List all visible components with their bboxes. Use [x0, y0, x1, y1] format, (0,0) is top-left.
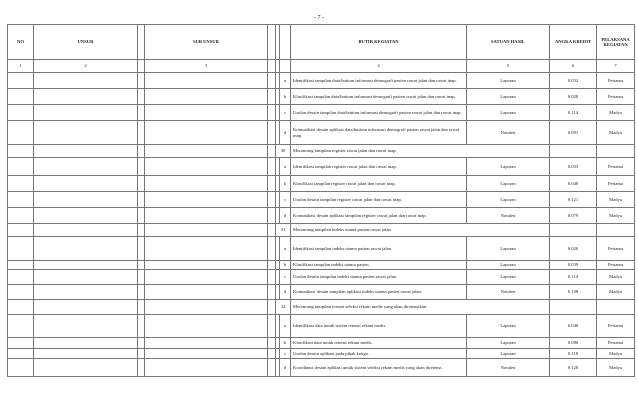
item-pelaksana: Pertama — [597, 89, 635, 105]
activity-item-row — [8, 261, 635, 270]
cell-spacer — [138, 359, 145, 377]
header-angka-kredit: ANGKA KREDIT — [550, 25, 597, 60]
cell-no — [8, 208, 34, 224]
cell-no — [8, 192, 34, 208]
item-satuan-hasil: Laporan — [467, 105, 550, 121]
item-angka-kredit: 0.114 — [550, 270, 597, 285]
item-letter: a — [280, 315, 291, 338]
cell-unsur — [34, 192, 138, 208]
item-angka-kredit: 0.040 — [550, 176, 597, 192]
item-angka-kredit: 0.108 — [550, 285, 597, 300]
item-pelaksana: Pertama — [597, 338, 635, 349]
activity-item-row — [8, 73, 635, 89]
cell-sub-unsur — [145, 285, 268, 300]
cell-spacer — [138, 270, 145, 285]
cell-unsur — [34, 208, 138, 224]
item-satuan-hasil: Notulen — [467, 121, 550, 145]
cell-unsur — [34, 237, 138, 261]
item-letter: a — [280, 73, 291, 89]
header-butir-kegiatan: BUTIR KEGIATAN — [291, 25, 467, 60]
cell-spacer — [268, 224, 276, 237]
cell-unsur — [34, 224, 138, 237]
cell-sub-unsur — [145, 224, 268, 237]
cell-spacer — [268, 300, 276, 315]
item-letter: a — [280, 158, 291, 176]
cell-unsur — [34, 300, 138, 315]
cell-sub-unsur — [145, 105, 268, 121]
cell-unsur — [34, 315, 138, 338]
item-angka-kredit: 0.028 — [550, 89, 597, 105]
item-satuan-hasil: Laporan — [467, 270, 550, 285]
item-letter: d — [280, 208, 291, 224]
cell-spacer — [138, 315, 145, 338]
cell-sub-unsur — [145, 158, 268, 176]
page-number: - 7 - — [314, 15, 324, 21]
cell-spacer — [268, 176, 276, 192]
item-description: Identifikasi tampilan register rawat jalan dan rawat inap. — [291, 158, 467, 176]
cell-spacer — [268, 73, 276, 89]
item-letter: d — [280, 359, 291, 377]
item-satuan-hasil: Notulen — [467, 208, 550, 224]
cell-spacer — [138, 285, 145, 300]
item-pelaksana: Madya — [597, 359, 635, 377]
item-pelaksana: Pertama — [597, 73, 635, 89]
item-satuan-hasil: Laporan — [467, 338, 550, 349]
header-satuan-hasil: SATUAN HASIL — [467, 25, 550, 60]
activity-number: 31 — [276, 224, 291, 237]
item-letter: b — [280, 176, 291, 192]
item-angka-kredit: 0.114 — [550, 105, 597, 121]
activity-group-row — [8, 300, 635, 315]
item-pelaksana: Pertama — [597, 237, 635, 261]
cell-no — [8, 158, 34, 176]
cell-sub-unsur — [145, 338, 268, 349]
activity-item-row — [8, 315, 635, 338]
header-pelaksana-kegiatan: PELAKSANA KEGIATAN — [597, 25, 635, 60]
cell-no — [8, 105, 34, 121]
cell-spacer — [268, 105, 276, 121]
cell-no — [8, 338, 34, 349]
cell-angka — [597, 224, 635, 237]
item-satuan-hasil: Laporan — [467, 176, 550, 192]
cell-spacer — [138, 73, 145, 89]
header-spacer — [138, 25, 145, 60]
cell-no — [8, 224, 34, 237]
cell-angka — [597, 145, 635, 158]
header-sub-unsur: SUB UNSUR — [145, 25, 268, 60]
item-description: Klasifikasi data untuk retensi rekam medis. — [291, 338, 467, 349]
item-satuan-hasil: Laporan — [467, 73, 550, 89]
cell-spacer — [138, 145, 145, 158]
item-angka-kredit: 0.118 — [550, 349, 597, 359]
item-description: Usulan desain tampilan data/butiran informasi demografi pasien rawat jalan dan rawat inap. — [291, 105, 467, 121]
item-letter: d — [280, 285, 291, 300]
cell-spacer — [138, 89, 145, 105]
col-index: 5 — [467, 60, 550, 73]
item-satuan-hasil: Laporan — [467, 237, 550, 261]
cell-unsur — [34, 270, 138, 285]
cell-unsur — [34, 73, 138, 89]
item-pelaksana: Pertama — [597, 261, 635, 270]
item-description: Identifikasi tampilan indeks utama pasien rawat jalan. — [291, 237, 467, 261]
cell-unsur — [34, 89, 138, 105]
item-angka-kredit: 0.120 — [550, 359, 597, 377]
cell-unsur — [34, 338, 138, 349]
cell-spacer — [268, 192, 276, 208]
item-description: Usulan desain tampilan indeks utama pasien rawat jalan. — [291, 270, 467, 285]
item-letter: b — [280, 261, 291, 270]
cell-spacer — [268, 158, 276, 176]
item-description: Identifikasi tampilan data/butiran informasi demografi pasien rawat jalan dan rawat inap. — [291, 73, 467, 89]
item-description: Klasifikasi tampilan indeks utama pasien. — [291, 261, 467, 270]
item-angka-kredit: 0.080 — [550, 338, 597, 349]
cell-spacer — [138, 349, 145, 359]
item-satuan-hasil: Laporan — [467, 192, 550, 208]
item-letter: a — [280, 237, 291, 261]
cell-sub-unsur — [145, 359, 268, 377]
cell-unsur — [34, 145, 138, 158]
item-letter: d — [280, 121, 291, 145]
item-satuan-hasil: Laporan — [467, 315, 550, 338]
cell-no — [8, 349, 34, 359]
item-letter: c — [280, 192, 291, 208]
cell-spacer — [138, 208, 145, 224]
item-pelaksana: Pertama — [597, 158, 635, 176]
col-index: 3 — [145, 60, 268, 73]
activity-number: 30 — [276, 145, 291, 158]
item-satuan-hasil: Notulen — [467, 359, 550, 377]
header-spacer — [268, 25, 276, 60]
item-pelaksana: Madya — [597, 208, 635, 224]
cell-satuan — [550, 145, 597, 158]
cell-spacer — [138, 192, 145, 208]
cell-unsur — [34, 105, 138, 121]
cell-spacer — [268, 89, 276, 105]
activity-number: 32 — [276, 300, 291, 315]
activity-item-row — [8, 208, 635, 224]
cell-spacer — [138, 176, 145, 192]
cell-spacer — [268, 285, 276, 300]
item-angka-kredit: 0.079 — [550, 208, 597, 224]
cell-sub-unsur — [145, 208, 268, 224]
cell-spacer — [138, 261, 145, 270]
item-letter: b — [280, 89, 291, 105]
item-angka-kredit: 0.091 — [550, 121, 597, 145]
cell-spacer — [138, 158, 145, 176]
activity-item-row — [8, 359, 635, 377]
cell-sub-unsur — [145, 121, 268, 145]
cell-unsur — [34, 176, 138, 192]
cell-unsur — [34, 261, 138, 270]
activity-item-row — [8, 338, 635, 349]
item-satuan-hasil: Notulen — [467, 285, 550, 300]
activity-item-row — [8, 349, 635, 359]
item-description: Klasifikasi tampilan data/butiran informasi demografi pasien rawat jalan dan rawat inap. — [291, 89, 467, 105]
item-letter: c — [280, 270, 291, 285]
cell-sub-unsur — [145, 237, 268, 261]
activity-item-row — [8, 121, 635, 145]
cell-sub-unsur — [145, 261, 268, 270]
activity-item-row — [8, 270, 635, 285]
item-pelaksana: Madya — [597, 105, 635, 121]
col-index-spacer — [138, 60, 145, 73]
activity-item-row — [8, 158, 635, 176]
item-description: Komunikasi desain tampilan aplikasi indeks utama pasien rawat jalan. — [291, 285, 467, 300]
header-spacer — [280, 25, 291, 60]
cell-sub-unsur — [145, 315, 268, 338]
activity-group-row — [8, 224, 635, 237]
cell-no — [8, 237, 34, 261]
item-angka-kredit: 0.033 — [550, 158, 597, 176]
cell-spacer — [268, 237, 276, 261]
cell-unsur — [34, 285, 138, 300]
item-angka-kredit: 0.026 — [550, 237, 597, 261]
activity-item-row — [8, 237, 635, 261]
col-index: 4 — [291, 60, 467, 73]
cell-no — [8, 73, 34, 89]
item-pelaksana: Madya — [597, 121, 635, 145]
cell-no — [8, 285, 34, 300]
activity-title: Merancang tampilan register rawat jalan dan rawat inap. — [291, 145, 550, 158]
item-satuan-hasil: Laporan — [467, 261, 550, 270]
cell-spacer — [268, 338, 276, 349]
cell-sub-unsur — [145, 270, 268, 285]
cell-spacer — [268, 208, 276, 224]
cell-angka — [597, 300, 635, 315]
item-pelaksana: Madya — [597, 349, 635, 359]
item-pelaksana: Pertama — [597, 176, 635, 192]
item-angka-kredit: 0.040 — [550, 315, 597, 338]
cell-satuan — [550, 300, 597, 315]
column-index-row — [8, 60, 635, 73]
col-index: 7 — [597, 60, 635, 73]
item-satuan-hasil: Laporan — [467, 349, 550, 359]
cell-unsur — [34, 158, 138, 176]
activity-item-row — [8, 285, 635, 300]
item-description: Usulan desain tampilan register rawat jalan dan rawat inap. — [291, 192, 467, 208]
cell-spacer — [268, 261, 276, 270]
cell-sub-unsur — [145, 192, 268, 208]
cell-unsur — [34, 121, 138, 145]
activity-table — [7, 24, 635, 377]
col-index: 1 — [8, 60, 34, 73]
activity-item-row — [8, 105, 635, 121]
header-row — [8, 25, 635, 60]
item-angka-kredit: 0.121 — [550, 192, 597, 208]
cell-no — [8, 359, 34, 377]
item-description: Koordinasi desain aplikasi untuk sistem seleksi rekam medis yang akan diretensi. — [291, 359, 467, 377]
cell-unsur — [34, 359, 138, 377]
item-satuan-hasil: Laporan — [467, 89, 550, 105]
cell-spacer — [268, 145, 276, 158]
header-unsur: UNSUR — [34, 25, 138, 60]
cell-spacer — [268, 359, 276, 377]
cell-spacer — [138, 338, 145, 349]
cell-spacer — [138, 237, 145, 261]
col-index-spacer — [268, 60, 276, 73]
cell-no — [8, 261, 34, 270]
cell-spacer — [138, 121, 145, 145]
item-pelaksana: Madya — [597, 192, 635, 208]
activity-title: Merancang tampilan format seleksi rekam medis yang akan diretensikan. — [291, 300, 550, 315]
activity-item-row — [8, 89, 635, 105]
item-letter: c — [280, 105, 291, 121]
cell-sub-unsur — [145, 145, 268, 158]
item-description: Komunikasi desain aplikasi tampilan register rawat jalan dan rawat inap. — [291, 208, 467, 224]
cell-unsur — [34, 349, 138, 359]
col-index: 6 — [550, 60, 597, 73]
col-index-spacer — [280, 60, 291, 73]
item-description: Komunikasi desain aplikasi data/butiran informasi demografi pasien rawat jalan dan rawat inap. — [291, 121, 467, 145]
cell-satuan — [550, 224, 597, 237]
cell-spacer — [268, 315, 276, 338]
cell-spacer — [138, 105, 145, 121]
cell-no — [8, 176, 34, 192]
item-description: Klasifikasi tampilan register rawat jalan dan rawat inap. — [291, 176, 467, 192]
activity-item-row — [8, 176, 635, 192]
header-no: NO — [8, 25, 34, 60]
cell-no — [8, 270, 34, 285]
item-pelaksana: Pertama — [597, 315, 635, 338]
cell-no — [8, 121, 34, 145]
cell-no — [8, 145, 34, 158]
cell-spacer — [138, 224, 145, 237]
item-angka-kredit: 0.032 — [550, 73, 597, 89]
cell-sub-unsur — [145, 349, 268, 359]
cell-sub-unsur — [145, 176, 268, 192]
cell-spacer — [138, 300, 145, 315]
activity-group-row — [8, 145, 635, 158]
cell-sub-unsur — [145, 73, 268, 89]
cell-spacer — [268, 349, 276, 359]
item-letter: c — [280, 349, 291, 359]
activity-item-row — [8, 192, 635, 208]
item-description: Usulan desain aplikasi pada pihak ketiga. — [291, 349, 467, 359]
activity-title: Merancang tampilan indeks utama pasien rawat jalan. — [291, 224, 550, 237]
cell-no — [8, 300, 34, 315]
col-index: 2 — [34, 60, 138, 73]
cell-spacer — [268, 270, 276, 285]
item-description: Identifikasi data untuk sistem retensi rekam medis. — [291, 315, 467, 338]
item-pelaksana: Madya — [597, 285, 635, 300]
cell-sub-unsur — [145, 89, 268, 105]
cell-spacer — [268, 121, 276, 145]
item-pelaksana: Madya — [597, 270, 635, 285]
cell-no — [8, 89, 34, 105]
item-satuan-hasil: Laporan — [467, 158, 550, 176]
cell-sub-unsur — [145, 300, 268, 315]
item-angka-kredit: 0.039 — [550, 261, 597, 270]
cell-no — [8, 315, 34, 338]
item-letter: b — [280, 338, 291, 349]
